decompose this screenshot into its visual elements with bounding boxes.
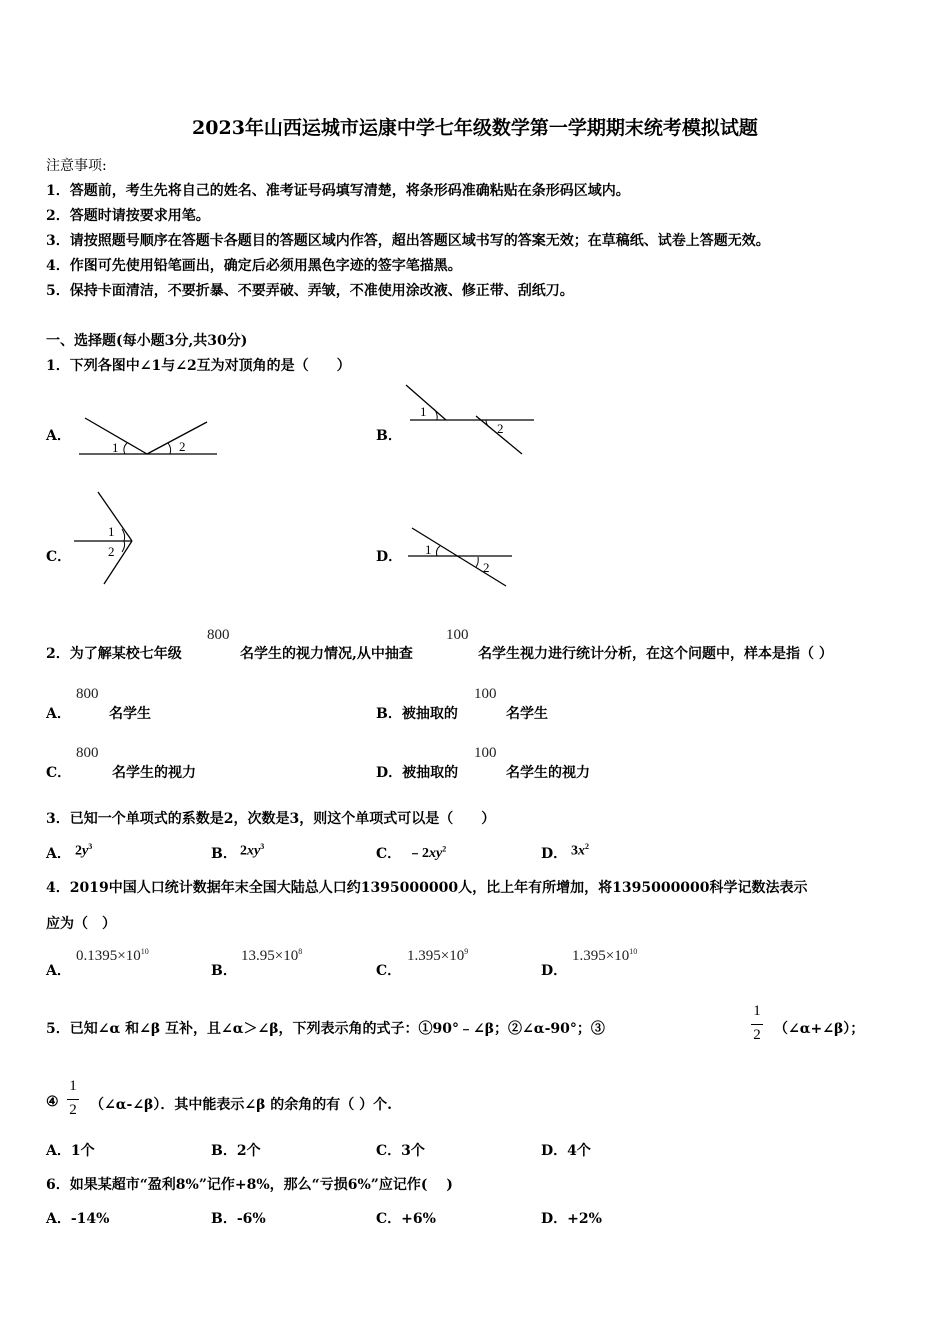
q4-option-d-label: D． (541, 963, 568, 979)
q2-option-b-label: B．被抽取的 (376, 706, 458, 722)
q1-option-a-label: A． (46, 428, 71, 444)
q2-option-c-text: 名学生的视力 (112, 765, 196, 781)
q1-a-angle2-label: 2 (179, 439, 186, 454)
q2-number-100: 100 (446, 627, 469, 643)
notice-item: 5．保持卡面清洁，不要折暴、不要弄破、弄皱，不准使用涂改液、修正带、刮纸刀。 (46, 283, 574, 299)
q5-fraction-3-bar (751, 1024, 763, 1025)
q1-b-angle1-label: 1 (420, 404, 427, 419)
question-5-stem-line2: （∠α-∠β）．其中能表示∠β 的余角的有（ ）个. (90, 1097, 392, 1113)
q4-option-b-label: B． (211, 963, 237, 979)
q1-a-angle1-label: 1 (112, 440, 119, 455)
q2-option-d-label: D．被抽取的 (376, 765, 459, 781)
q4-option-a-label: A． (46, 963, 71, 979)
notice-item: 4．作图可先使用铅笔画出，确定后必须用黑色字迹的签字笔描黑。 (46, 258, 462, 274)
q4-option-b-value: $13.95\times 10^8$ (241, 947, 303, 964)
q1-figure-c (70, 488, 150, 588)
q6-option-a: A．-14% (46, 1211, 110, 1227)
q1-d-angle1-label: 1 (425, 542, 432, 557)
q1-c-angle1-label: 1 (108, 524, 115, 539)
q3-option-a-label: A． (46, 846, 71, 862)
q5-option-d: D．4个 (541, 1143, 591, 1159)
q1-option-c-label: C． (46, 549, 72, 565)
q1-d-angle2-label: 2 (483, 560, 490, 575)
q3-option-b-expr: $2xy^3$ (240, 842, 265, 859)
q2-option-d-number: 100 (474, 745, 497, 761)
q5-fraction-3-numerator: 1 (753, 1003, 761, 1019)
question-1-stem: 1．下列各图中∠1与∠2互为对顶角的是（ ） (46, 358, 351, 374)
q6-option-c: C．+6% (376, 1211, 436, 1227)
notice-item: 2．答题时请按要求用笔。 (46, 208, 210, 224)
q2-option-c-number: 800 (76, 745, 99, 761)
q3-option-b-label: B． (211, 846, 237, 862)
q1-figure-d (400, 520, 520, 592)
q6-option-b: B．-6% (211, 1211, 266, 1227)
q2-option-a-text: 名学生 (109, 706, 151, 722)
question-5-stem-line1-tail: （∠α+∠β）； (774, 1021, 865, 1037)
question-5-item4-marker: ④ (46, 1094, 59, 1110)
q3-option-a-expr: $2y^3$ (75, 842, 93, 859)
q3-option-d-expr: $3x^2$ (571, 842, 589, 859)
q2-option-b-text: 名学生 (506, 706, 548, 722)
q2-number-800: 800 (207, 627, 230, 643)
q4-option-c-value: $1.395\times 10^9$ (407, 947, 469, 964)
q5-fraction-4-numerator: 1 (69, 1078, 77, 1094)
q3-option-d-label: D． (541, 846, 568, 862)
q1-b-angle2-label: 2 (497, 421, 504, 436)
q6-option-d: D．+2% (541, 1211, 602, 1227)
q3-option-c-expr: $﹣2xy^2$ (408, 844, 447, 861)
q5-fraction-4-denominator: 2 (69, 1102, 77, 1118)
page-title: 2023年山西运城市运康中学七年级数学第一学期期末统考模拟试题 (192, 117, 758, 139)
q1-c-angle2-label: 2 (108, 544, 115, 559)
question-6-stem: 6．如果某超市“盈利8%”记作+8%，那么“亏损6%”应记作( ) (46, 1177, 453, 1193)
q1-figure-a (75, 410, 225, 465)
question-5-stem-line1: 5．已知∠α 和∠β 互补，且∠α＞∠β，下列表示角的式子：①90°﹣∠β；②∠α-90°；③ (46, 1021, 605, 1037)
q1-option-d-label: D． (376, 549, 403, 565)
q5-option-b: B．2个 (211, 1143, 261, 1159)
q4-option-a-value: $0.1395\times 10^{10}$ (76, 947, 149, 964)
question-2-stem-part1: 2．为了解某校七年级 (46, 646, 182, 662)
q2-option-a-label: A． (46, 706, 71, 722)
question-2-stem-part3: 名学生视力进行统计分析，在这个问题中，样本是指（ ） (478, 646, 833, 662)
q4-option-d-value: $1.395\times 10^{10}$ (572, 947, 638, 964)
q5-fraction-3-denominator: 2 (753, 1027, 761, 1043)
question-3-stem: 3．已知一个单项式的系数是2，次数是3，则这个单项式可以是（ ） (46, 811, 496, 827)
notice-item: 3．请按照题号顺序在答题卡各题目的答题区域内作答，超出答题区域书写的答案无效；在草稿纸、试卷上答题无效。 (46, 233, 770, 249)
notice-heading: 注意事项: (46, 158, 107, 174)
q4-option-c-label: C． (376, 963, 402, 979)
q5-fraction-4-bar (67, 1099, 79, 1100)
section-heading: 一、选择题(每小题3分,共30分) (46, 333, 248, 349)
q5-option-c: C．3个 (376, 1143, 425, 1159)
question-4-stem-line1: 4．2019中国人口统计数据年末全国大陆总人口约1395000000人，比上年有所增加，将1395000000科学记数法表示 (46, 880, 808, 896)
notice-item: 1．答题前，考生先将自己的姓名、准考证号码填写清楚，将条形码准确粘贴在条形码区域内。 (46, 183, 630, 199)
q1-figure-b (400, 380, 540, 458)
q2-option-d-text: 名学生的视力 (506, 765, 590, 781)
question-2-stem-part2: 名学生的视力情况,从中抽查 (240, 646, 413, 662)
q3-option-c-label: C． (376, 846, 402, 862)
question-4-stem-line2: 应为（ ） (46, 916, 116, 932)
q2-option-a-number: 800 (76, 686, 99, 702)
q2-option-b-number: 100 (474, 686, 497, 702)
q1-option-b-label: B． (376, 428, 402, 444)
q5-option-a: A．1个 (46, 1143, 95, 1159)
q2-option-c-label: C． (46, 765, 72, 781)
